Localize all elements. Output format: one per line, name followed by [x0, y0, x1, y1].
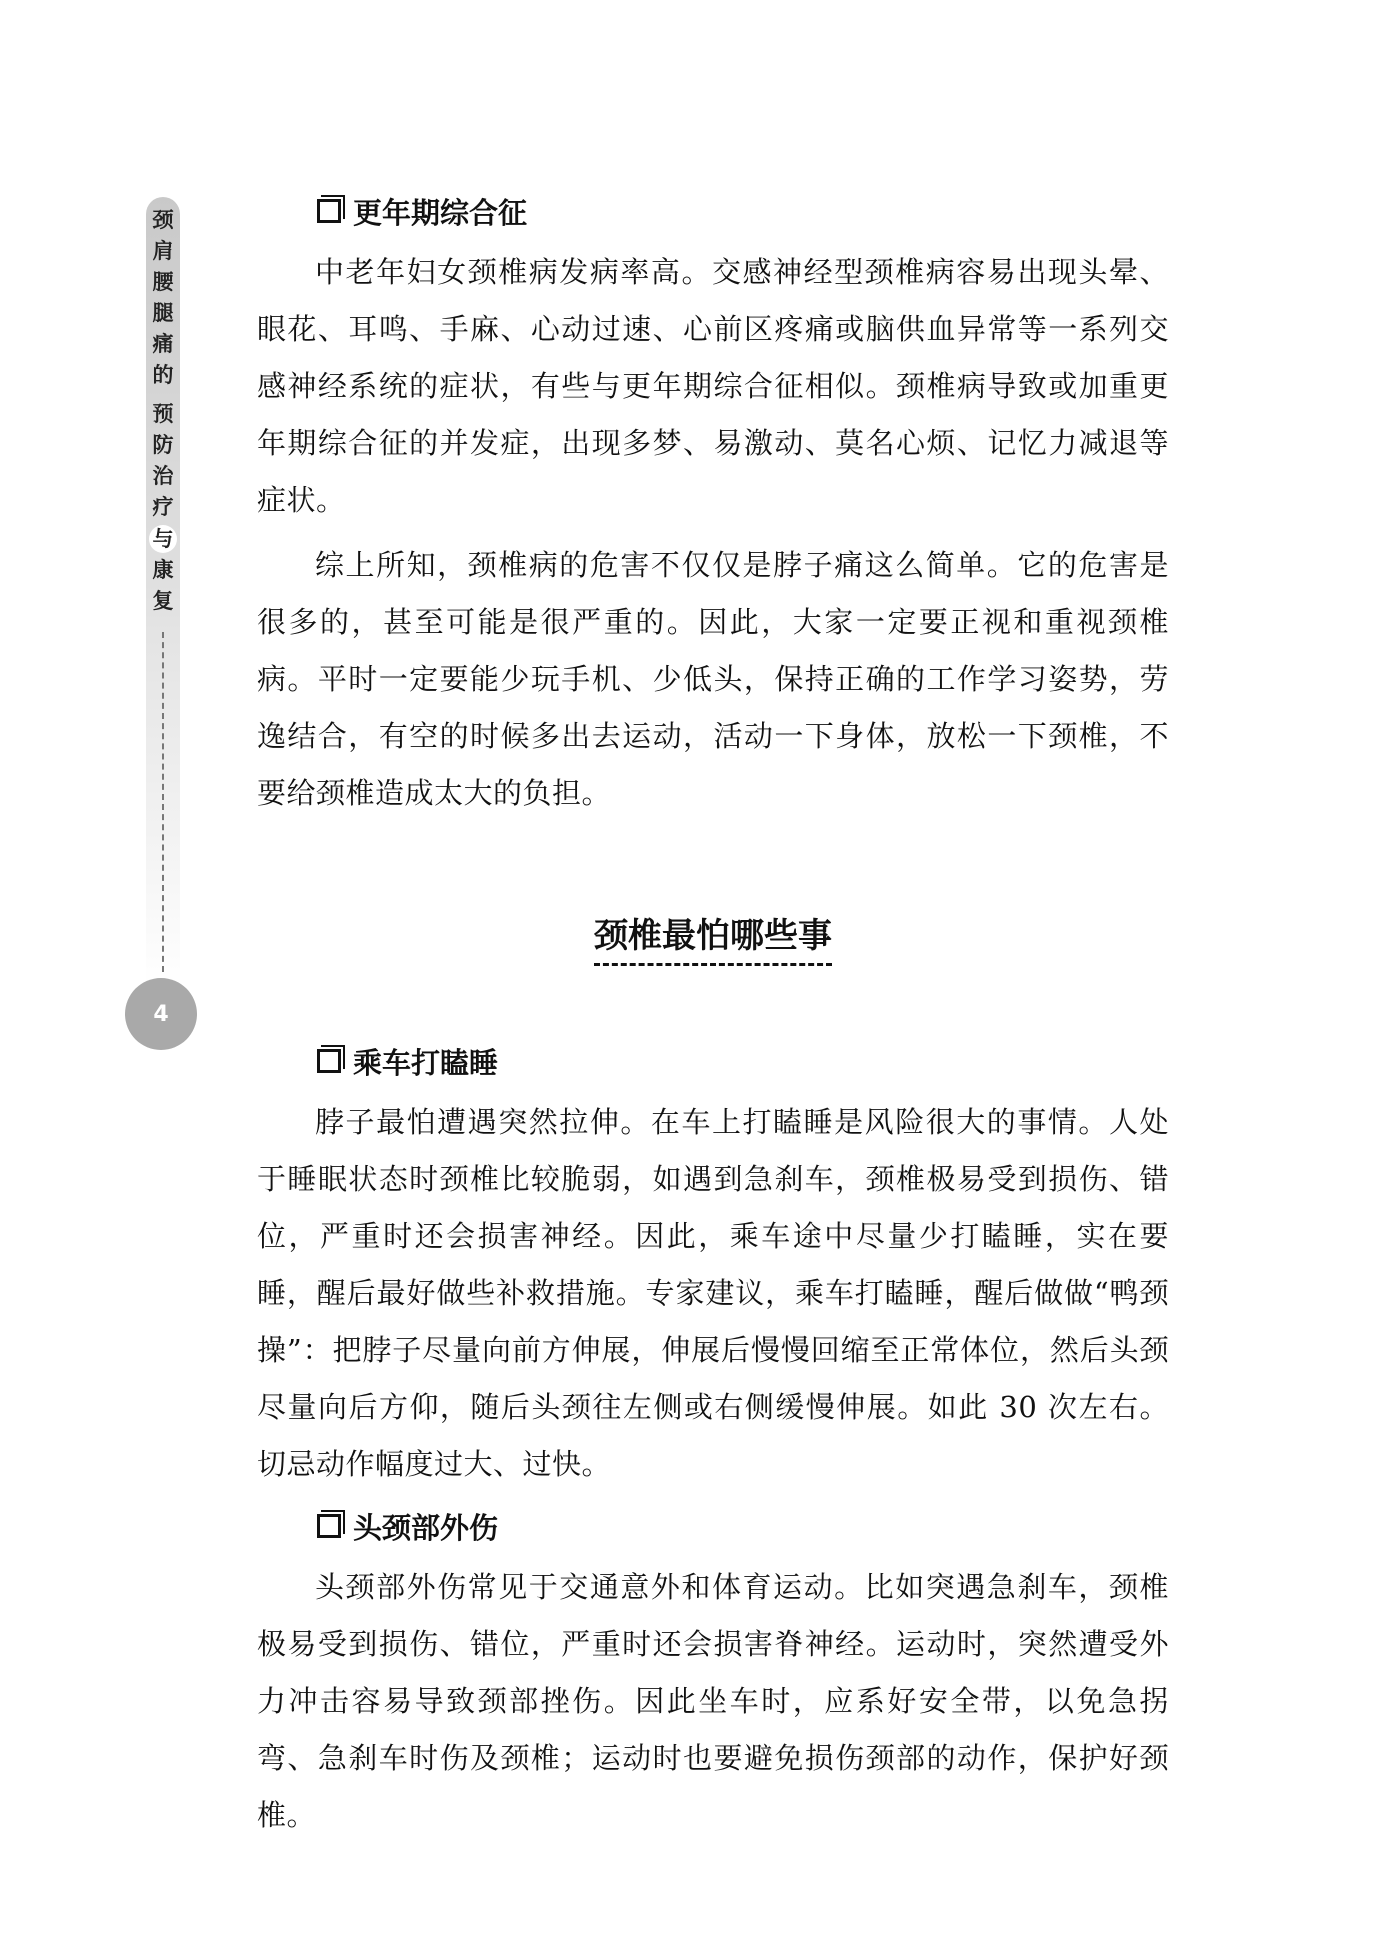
page-content [257, 186, 1169, 1844]
title-char: 肩 [152, 239, 174, 263]
paragraph: 脖子最怕遭遇突然拉伸。在车上打瞌睡是风险很大的事情。人处于睡眠状态时颈椎比较脆弱，如遇到急刹车，颈椎极易受到损伤、错位，严重时还会损害神经。因此，乘车途中尽量少打瞌睡，实在要睡，醒后最好做些补救措施。专家建议，乘车打瞌睡，醒后做做“鸭颈操”：把脖子尽量向前方伸展，伸展后慢慢回缩至正常体位，然后头颈尽量向后方仰，随后头颈往左侧或右侧缓慢伸展。如此 30 次左右。切忌动作幅度过大、过快。 [257, 1105, 1169, 1481]
title-char: 防 [152, 433, 174, 457]
checkbox-bullet-icon [317, 1514, 341, 1538]
section-title [257, 908, 1169, 966]
paragraph: 中老年妇女颈椎病发病率高。交感神经型颈椎病容易出现头晕、眼花、耳鸣、手麻、心动过速、心前区疼痛或脑供血异常等一系列交感神经系统的症状，有些与更年期综合征相似。颈椎病导致或加重更年期综合征的并发症，出现多梦、易激动、莫名心烦、记忆力减退等症状。 [257, 255, 1169, 517]
section-title-text: 颈椎最怕哪些事 [594, 908, 832, 966]
subheading-dozing [317, 1036, 1169, 1086]
title-char: 复 [152, 589, 174, 613]
side-dashed-line [162, 632, 164, 972]
paragraph: 综上所知，颈椎病的危害不仅仅是脖子痛这么简单。它的危害是很多的，甚至可能是很严重的。因此，大家一定要正视和重视颈椎病。平时一定要能少玩手机、少低头，保持正确的工作学习姿势，劳逸结合，有空的时候多出去运动，活动一下身体，放松一下颈椎，不要给颈椎造成太大的负担。 [257, 548, 1169, 810]
title-char: 颈 [152, 208, 174, 232]
checkbox-bullet-icon [317, 1049, 341, 1073]
checkbox-bullet-icon [317, 199, 341, 223]
title-char: 腿 [152, 301, 174, 325]
title-char: 痛 [152, 332, 174, 356]
subheading-text: 更年期综合征 [353, 195, 528, 230]
subheading-text: 头颈部外伤 [353, 1510, 499, 1545]
paragraph: 头颈部外伤常见于交通意外和体育运动。比如突遇急刹车，颈椎极易受到损伤、错位，严重时还会损害脊神经。运动时，突然遭受外力冲击容易导致颈部挫伤。因此坐车时，应系好安全带，以免急拐弯、急刹车时伤及颈椎；运动时也要避免损伤颈部的动作，保护好颈椎。 [257, 1570, 1169, 1832]
subheading-text: 乘车打瞌睡 [353, 1045, 499, 1080]
title-char: 康 [152, 558, 174, 582]
page-number: 4 [125, 978, 197, 1050]
title-char: 治 [152, 464, 174, 488]
title-char: 腰 [152, 270, 174, 294]
title-char: 预 [152, 402, 174, 426]
title-char: 与 [149, 525, 177, 553]
book-title-vertical [146, 205, 180, 617]
title-char: 的 [152, 363, 174, 387]
subheading-menopause [317, 186, 1169, 236]
title-char: 疗 [152, 495, 174, 519]
subheading-injury [317, 1501, 1169, 1551]
